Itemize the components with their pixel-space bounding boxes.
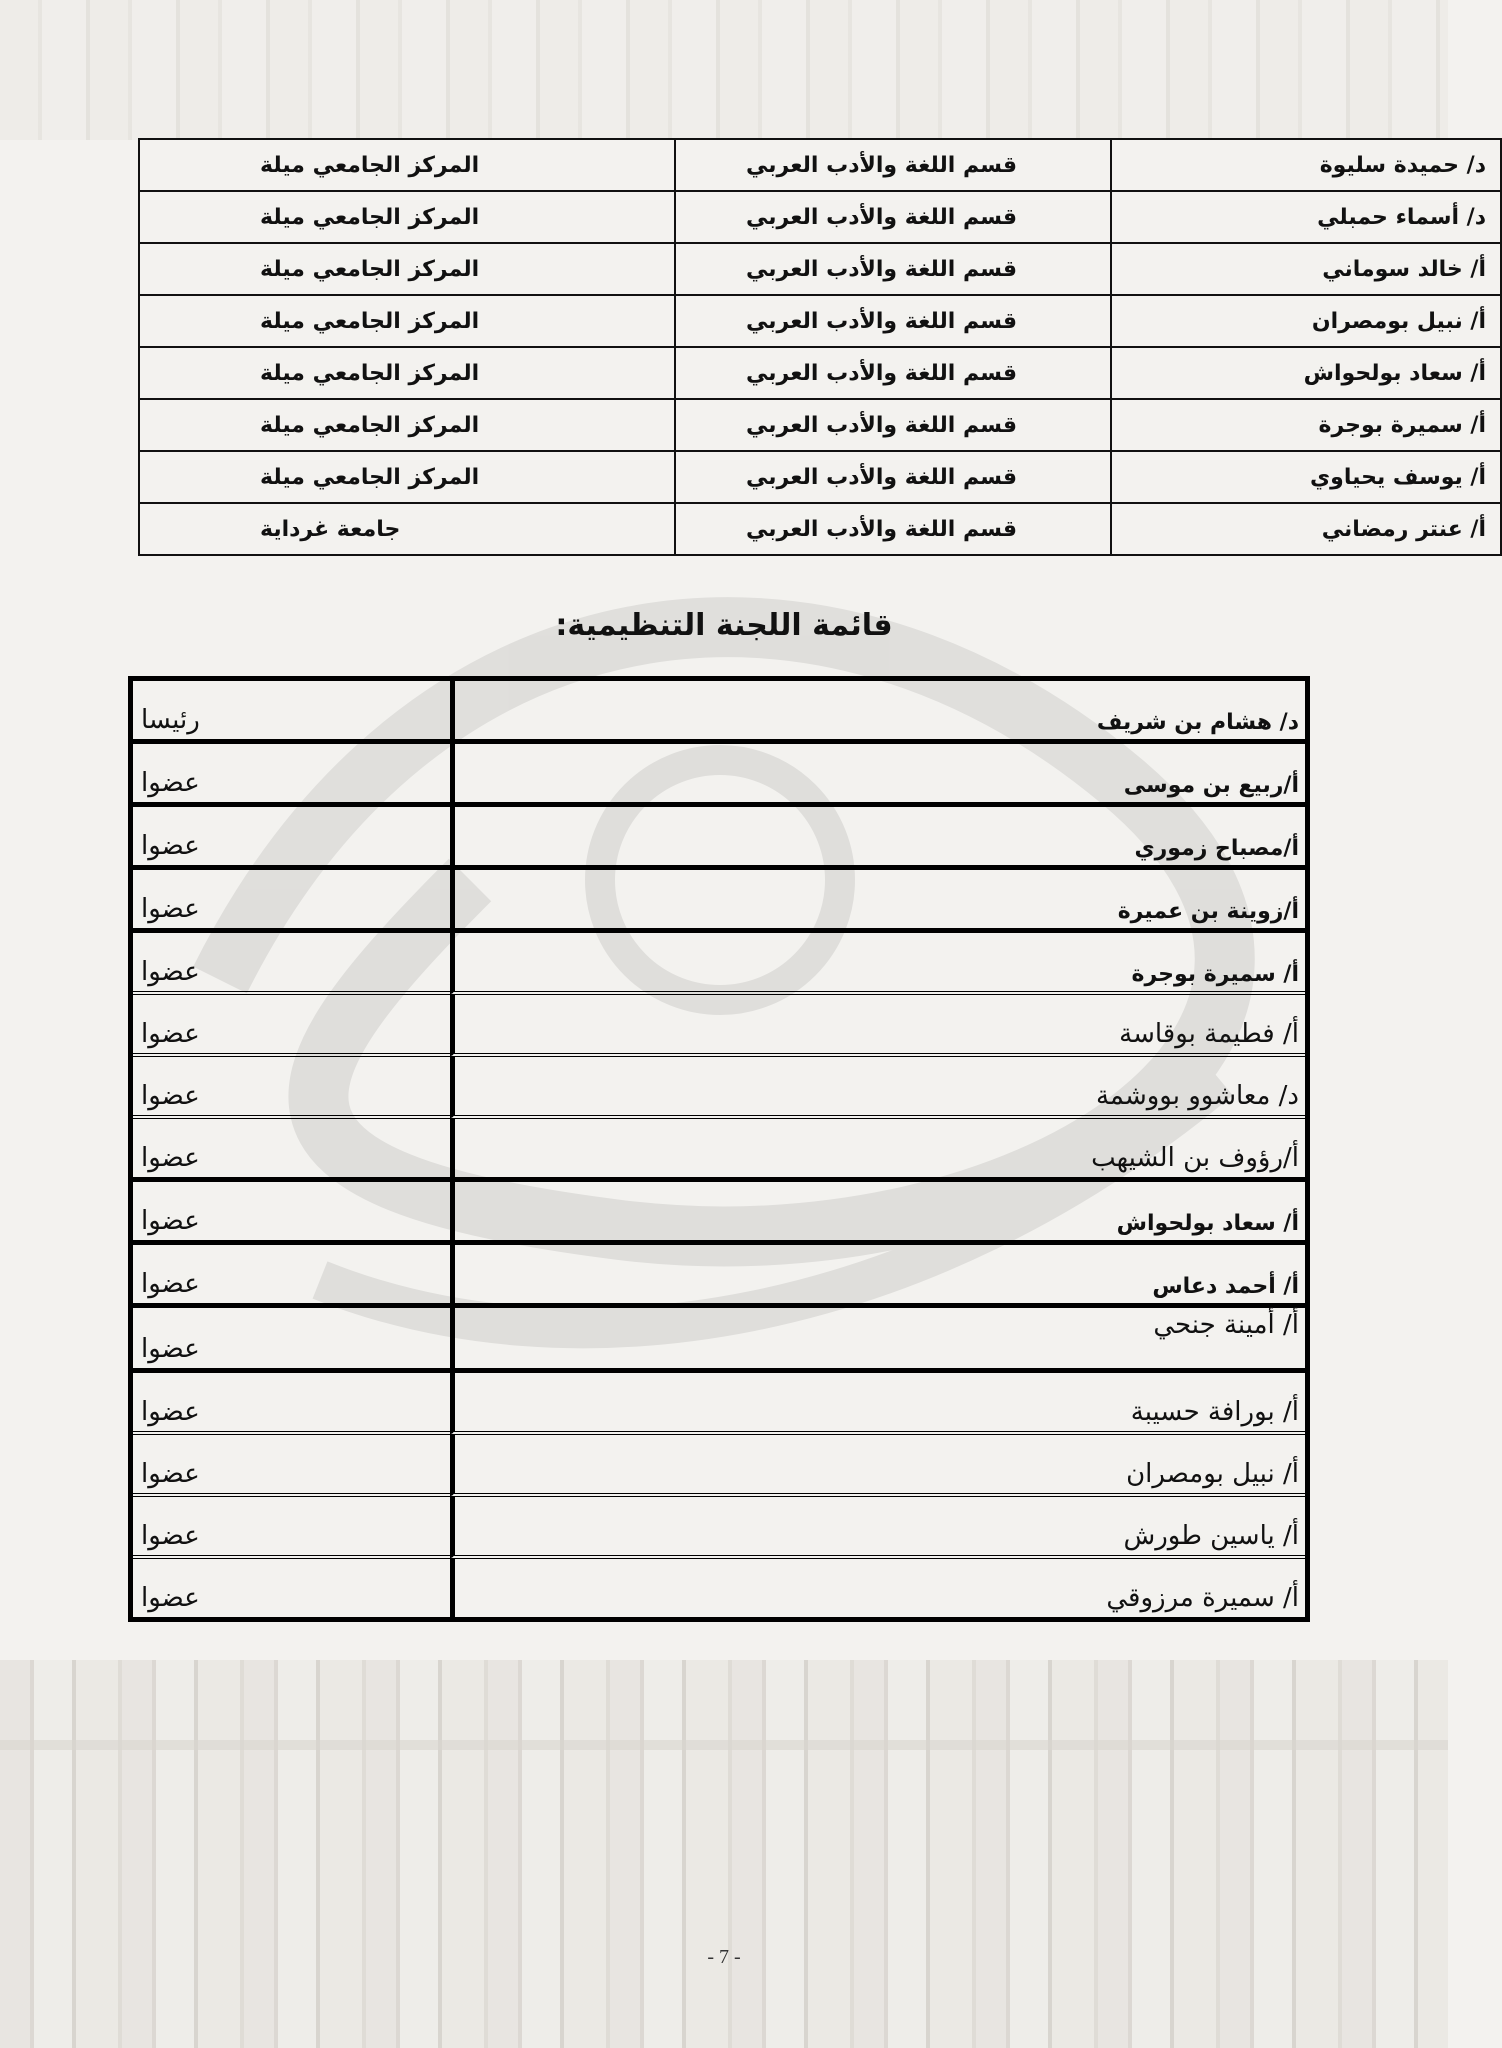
participant-name: د/ حميدة سليوة [1111, 139, 1501, 191]
member-role: عضوا [133, 995, 450, 1057]
participant-name: أ/ سميرة بوجرة [1111, 399, 1501, 451]
table-row [139, 451, 1501, 503]
table-row [133, 870, 1305, 933]
table-row [139, 399, 1501, 451]
member-role: عضوا [133, 1057, 450, 1119]
participant-name: أ/ عنتر رمضاني [1111, 503, 1501, 555]
member-name: أ/ فطيمة بوقاسة [450, 995, 1305, 1057]
table-row [133, 1182, 1305, 1245]
participant-department: قسم اللغة والأدب العربي [675, 191, 1111, 243]
participants-table [138, 138, 1502, 556]
member-role: عضوا [133, 1308, 450, 1373]
member-name: أ/رؤوف بن الشيهب [450, 1119, 1305, 1182]
organizing-committee-heading: قائمة اللجنة التنظيمية: [555, 608, 893, 643]
table-row [133, 1435, 1305, 1497]
member-name: أ/ سميرة بوجرة [450, 933, 1305, 995]
participant-department: قسم اللغة والأدب العربي [675, 451, 1111, 503]
background-bookshelf-bottom [0, 1660, 1448, 2048]
table-row [133, 1119, 1305, 1182]
background-bookshelf-top [0, 0, 1448, 140]
member-name: أ/ سميرة مرزوقي [450, 1559, 1305, 1617]
member-name: أ/زوينة بن عميرة [450, 870, 1305, 933]
background-shelf-band [0, 1740, 1448, 1750]
member-name: د/ هشام بن شريف [450, 681, 1305, 744]
member-name: أ/ أمينة جنحي [450, 1308, 1305, 1373]
participant-name: أ/ نبيل بومصران [1111, 295, 1501, 347]
participant-department: قسم اللغة والأدب العربي [675, 295, 1111, 347]
table-row [133, 681, 1305, 744]
participant-institution: المركز الجامعي ميلة [139, 347, 675, 399]
table-row [133, 1559, 1305, 1617]
participant-department: قسم اللغة والأدب العربي [675, 347, 1111, 399]
table-row [139, 347, 1501, 399]
member-role: عضوا [133, 933, 450, 995]
participant-institution: المركز الجامعي ميلة [139, 451, 675, 503]
participant-department: قسم اللغة والأدب العربي [675, 503, 1111, 555]
table-row [133, 807, 1305, 870]
participant-department: قسم اللغة والأدب العربي [675, 399, 1111, 451]
participant-institution: جامعة غرداية [139, 503, 675, 555]
participant-institution: المركز الجامعي ميلة [139, 191, 675, 243]
participant-institution: المركز الجامعي ميلة [139, 139, 675, 191]
member-role: عضوا [133, 1373, 450, 1435]
member-role: رئيسا [133, 681, 450, 744]
table-row [139, 191, 1501, 243]
member-role: عضوا [133, 1182, 450, 1245]
participant-name: أ/ خالد سوماني [1111, 243, 1501, 295]
table-row [139, 295, 1501, 347]
participant-name: أ/ سعاد بولحواش [1111, 347, 1501, 399]
participant-name: أ/ يوسف يحياوي [1111, 451, 1501, 503]
member-name: د/ معاشوو بووشمة [450, 1057, 1305, 1119]
table-row [133, 744, 1305, 807]
page-number: - 7 - [707, 1946, 741, 1968]
table-row [133, 1497, 1305, 1559]
participant-institution: المركز الجامعي ميلة [139, 243, 675, 295]
member-role: عضوا [141, 1583, 200, 1613]
participant-department: قسم اللغة والأدب العربي [675, 243, 1111, 295]
participant-department: قسم اللغة والأدب العربي [675, 139, 1111, 191]
table-row [139, 139, 1501, 191]
member-name: أ/ربيع بن موسى [450, 744, 1305, 807]
member-name: أ/ أحمد دعاس [450, 1245, 1305, 1308]
member-role: عضوا [133, 1119, 450, 1182]
member-role: عضوا [133, 1245, 450, 1308]
member-name: أ/مصباح زموري [450, 807, 1305, 870]
member-name: أ/ سعاد بولحواش [450, 1182, 1305, 1245]
table-row [139, 503, 1501, 555]
member-role: عضوا [133, 870, 450, 933]
organizing-committee-table [128, 676, 1310, 1622]
table-row [133, 995, 1305, 1057]
table-row [133, 1245, 1305, 1308]
table-row [133, 1373, 1305, 1435]
member-role: عضوا [133, 744, 450, 807]
participant-institution: المركز الجامعي ميلة [139, 399, 675, 451]
member-name: أ/ بورافة حسيبة [450, 1373, 1305, 1435]
member-role: عضوا [133, 807, 450, 870]
member-role: عضوا [133, 1435, 450, 1497]
member-role: عضوا [133, 1497, 450, 1559]
participant-name: د/ أسماء حمبلي [1111, 191, 1501, 243]
table-row [133, 933, 1305, 995]
member-name: أ/ نبيل بومصران [450, 1435, 1305, 1497]
member-name: أ/ ياسين طورش [450, 1497, 1305, 1559]
table-row [133, 1308, 1305, 1373]
table-row [133, 1057, 1305, 1119]
participant-institution: المركز الجامعي ميلة [139, 295, 675, 347]
table-row [139, 243, 1501, 295]
